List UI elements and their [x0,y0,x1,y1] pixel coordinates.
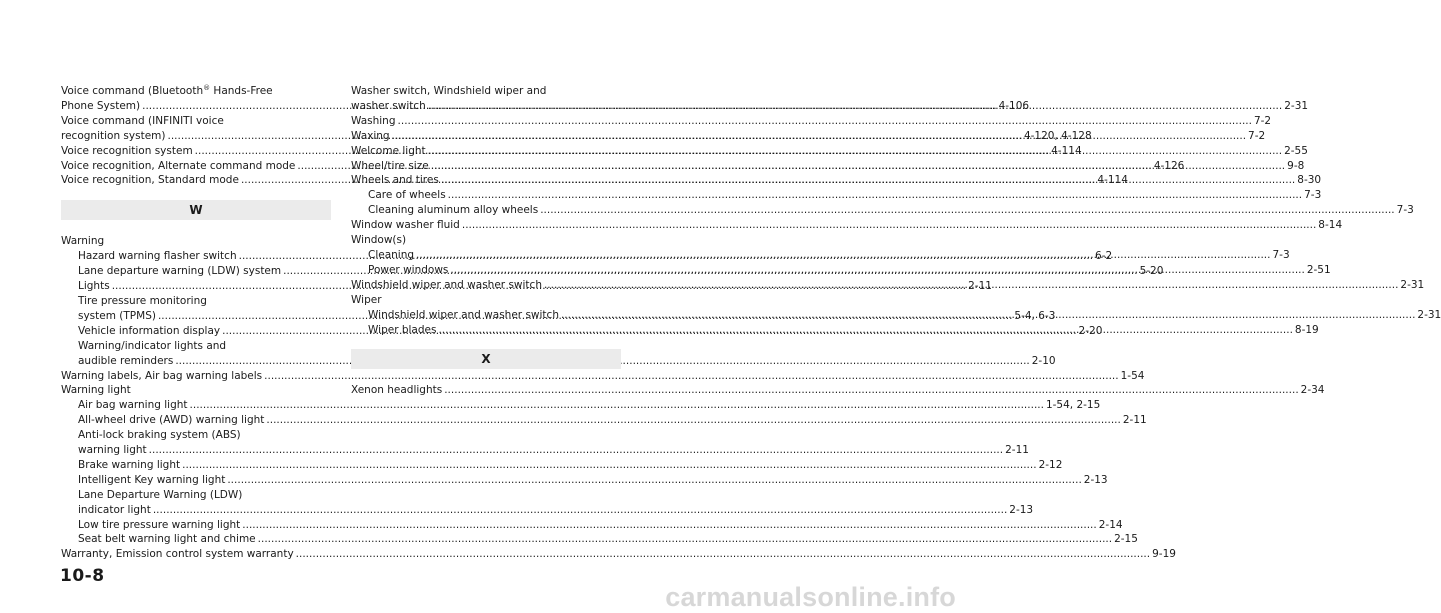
index-subentry-text: Anti-lock braking system (ABS) [78,429,241,442]
index-entry: recognition system) ..... 4-120, 4-128 [61,129,331,144]
index-entry-text: Voice command (INFINITI voice [61,114,224,127]
page-ref: 4-126 [1153,159,1185,172]
index-entry: Waxing ..... 7-2 [351,129,621,144]
index-entry: Wheel/tire size ..... 9-8 [351,159,621,174]
watermark: carmanualsonline.info [665,582,956,612]
index-subentry: Seat belt warning light and chime ..... 2-15 [61,532,331,547]
index-subentry: warning light ..... 2-11 [61,443,331,458]
section-heading-w: W [61,200,331,220]
index-entry: Phone System) ..... 4-106 [61,99,331,114]
page-ref: 8-14 [1318,219,1343,232]
index-subentry: system (TPMS) ..... 5-4, 6-3 [61,309,331,324]
index-entry: Washing ..... 7-2 [351,114,621,129]
index-entry: Windshield wiper and washer switch ..... 2-31 [351,278,621,293]
index-heading: Warning [61,235,105,248]
index-heading: Wiper [351,293,382,306]
page-ref: 2-55 [1284,144,1308,157]
index-subentry: indicator light ..... 2-13 [61,503,331,518]
index-subentry: Intelligent Key warning light ..... 2-13 [61,473,331,488]
page-ref: 2-11 [1122,414,1147,427]
index-subentry-text: Warning/indicator lights and [78,339,227,352]
index-subentry: Cleaning aluminum alloy wheels ..... 7-3 [351,203,621,218]
index-entry: Wheels and tires ..... 8-30 [351,173,621,188]
index-subentry: Hazard warning flasher switch ..... 6-2 [61,249,331,264]
section-heading-x: X [351,349,621,369]
index-entry: Voice recognition system ..... 4-114 [61,144,331,159]
index-entry: Warranty, Emission control system warranty ..... 9-19 [61,547,331,562]
page-ref: 9-19 [1152,548,1176,561]
index-subentry: Vehicle information display ..... 2-20 [61,324,331,339]
page-ref: 4-114 [1051,144,1082,157]
page-ref: 4-114 [1097,174,1128,187]
index-subentry-text: Lane Departure Warning (LDW) [78,488,243,501]
page-ref: 1-54, 2-15 [1045,399,1101,412]
page-ref: 7-2 [1253,114,1272,127]
page-ref: 2-31 [1400,278,1425,291]
index-subentry: Care of wheels ..... 7-3 [351,188,621,203]
page-ref: 4-120, 4-128 [1023,129,1092,142]
registered-mark: ® [203,84,211,92]
page-ref: 7-2 [1248,129,1266,142]
page-ref: 5-4, 6-3 [1014,309,1056,322]
page-ref: 2-34 [1300,384,1325,397]
page-ref: 2-31 [1284,99,1309,112]
page-ref: 2-11 [1005,444,1029,457]
page-ref: 8-30 [1297,174,1322,187]
index-heading: Window(s) [351,234,407,247]
index-subentry: Wiper blades ..... 8-19 [351,323,621,338]
index-entry: Welcome light ..... 2-55 [351,144,621,159]
index-subentry: All-wheel drive (AWD) warning light ..... 2-11 [61,413,331,428]
page-ref: 2-13 [1083,473,1108,486]
index-subentry: Lights ..... 2-11 [61,279,331,294]
index-subentry: Cleaning ..... 7-3 [351,248,621,263]
index-subentry: Windshield wiper and washer switch ..... 2-31 [351,308,621,323]
page-ref: 2-10 [1031,354,1056,367]
page-ref: 2-51 [1306,263,1331,276]
page-ref: 7-3 [1272,248,1290,261]
page-ref: 4-106 [998,99,1030,112]
index-subentry: audible reminders ..... 2-10 [61,354,331,369]
index-subentry-text: Tire pressure monitoring [78,294,207,307]
index-entry-text: Voice command (Bluetooth® Hands-Free [61,84,273,97]
page-ref: 2-31 [1417,308,1441,321]
page-ref: 8-19 [1294,323,1319,336]
page-ref: 2-20 [1078,324,1103,337]
page-ref: 6-2 [1095,250,1113,263]
index-entry: Xenon headlights ..... 2-34 [351,383,621,398]
page-number: 10-8 [60,566,105,586]
page-ref: 2-13 [1009,503,1034,516]
index-entry: Voice recognition, Alternate command mode ..... 4-126 [61,159,331,174]
index-entry: Window washer fluid ..... 8-14 [351,218,621,233]
index-entry: washer switch ..... 2-31 [351,99,621,114]
page-ref: 2-14 [1098,518,1123,531]
page-ref: 2-15 [1114,533,1138,546]
index-subentry: Low tire pressure warning light ..... 2-14 [61,518,331,533]
index-subentry: Power windows ..... 2-51 [351,263,621,278]
page-ref: 7-3 [1304,189,1322,202]
index-entry: Voice recognition, Standard mode ..... 4-114 [61,173,331,188]
index-entry: Warning labels, Air bag warning labels ..... 1-54 [61,369,331,384]
page-ref: 9-8 [1287,159,1305,172]
index-entry-text: Washer switch, Windshield wiper and [351,85,547,97]
page-ref: 2-12 [1038,458,1063,471]
page-ref: 7-3 [1396,204,1414,217]
index-subentry: Air bag warning light ..... 1-54, 2-15 [61,398,331,413]
page-ref: 1-54 [1120,369,1145,382]
page-ref: 2-11 [968,280,992,293]
page-ref: 5-20 [1139,265,1164,278]
index-subentry: Brake warning light ..... 2-12 [61,458,331,473]
index-subentry: Lane departure warning (LDW) system ..... 5-20 [61,264,331,279]
index-heading: Warning light [61,384,131,397]
